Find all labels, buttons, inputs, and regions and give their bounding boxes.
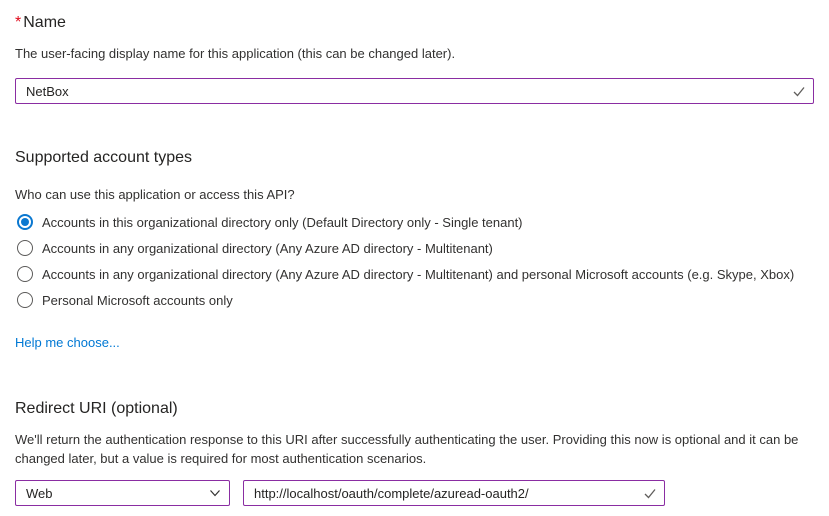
radio-button-icon — [17, 214, 33, 230]
radio-option-label: Accounts in any organizational directory (Any Azure AD directory - Multitenant) and personal Microsoft accounts (e.g. Skype, Xbox) — [42, 266, 795, 282]
radio-option-label: Accounts in any organizational directory (Any Azure AD directory - Multitenant) — [42, 240, 493, 256]
radio-option-multitenant-personal[interactable] — [15, 261, 814, 287]
redirect-uri-input[interactable] — [243, 480, 665, 506]
name-description: The user-facing display name for this application (this can be changed later). — [15, 46, 456, 61]
platform-select-value: Web — [26, 485, 53, 501]
radio-button-icon — [17, 266, 33, 282]
radio-option-label: Personal Microsoft accounts only — [42, 292, 233, 308]
account-types-title: Supported account types — [15, 149, 193, 166]
redirect-uri-title: Redirect URI (optional) — [15, 400, 178, 417]
redirect-uri-section — [15, 398, 814, 506]
uri-field-wrapper — [243, 480, 665, 506]
account-types-section — [15, 147, 814, 352]
redirect-uri-row — [15, 480, 814, 506]
radio-button-icon — [17, 292, 33, 308]
required-asterisk: * — [15, 14, 22, 31]
radio-option-label: Accounts in this organizational directory only (Default Directory only - Single tenant) — [42, 214, 523, 230]
name-title-text: Name — [23, 14, 66, 31]
chevron-down-icon — [209, 487, 221, 499]
name-section-title — [15, 12, 814, 34]
help-me-choose-link[interactable]: Help me choose... — [15, 335, 120, 350]
radio-option-personal-only[interactable] — [15, 287, 814, 313]
account-types-question: Who can use this application or access this API? — [15, 187, 295, 202]
radio-button-icon — [17, 240, 33, 256]
redirect-uri-description: We'll return the authentication response to this URI after successfully authenticating the user. Providing this now is optional and it can be changed later, but a value is required for most authentication scenarios. — [15, 432, 799, 466]
name-field-wrapper — [15, 78, 814, 104]
name-section — [15, 12, 814, 104]
account-types-radio-group — [15, 209, 814, 313]
platform-select-dropdown[interactable] — [15, 480, 230, 506]
radio-option-single-tenant[interactable] — [15, 209, 814, 235]
name-input[interactable] — [15, 78, 814, 104]
radio-option-multitenant[interactable] — [15, 235, 814, 261]
